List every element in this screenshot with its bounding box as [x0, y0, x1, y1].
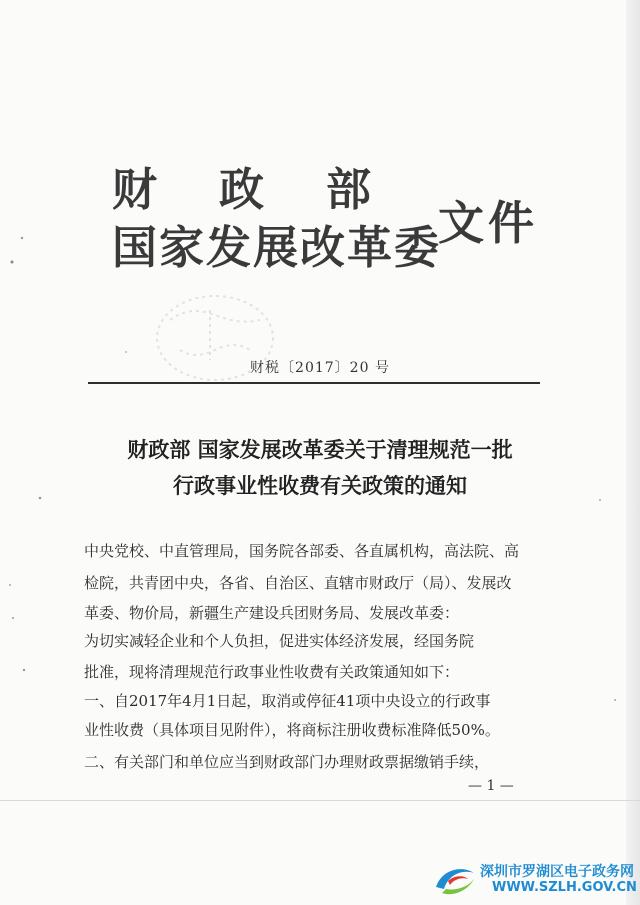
site-watermark: [430, 857, 640, 902]
header-divider-rule: [88, 382, 540, 384]
body-line: 检院，共青团中央，各省、自治区、直辖市财政厅（局）、发展改: [84, 574, 512, 592]
issuer-ministry-of-finance: 财政部: [112, 163, 434, 216]
document-type-label: 文件: [438, 196, 538, 250]
notice-title-line2: 行政事业性收费有关政策的通知: [173, 473, 467, 498]
watermark-url: WWW.SZLH.GOV.CN: [492, 880, 637, 895]
issuer-ndrc: 国家发展改革委: [112, 221, 442, 274]
body-line: 革委、物价局，新疆生产建设兵团财务局、发展改革委：: [84, 604, 460, 622]
body-line: 为切实减轻企业和个人负担，促进实体经济发展，经国务院: [84, 632, 475, 650]
swirl-logo-icon: [432, 859, 478, 899]
watermark-site-name: 深圳市罗湖区电子政务网: [480, 864, 634, 880]
notice-title-line1: 财政部 国家发展改革委关于清理规范一批: [127, 437, 513, 462]
body-line: 中央党校、中直管理局，国务院各部委、各直属机构，高法院、高: [84, 542, 520, 560]
scan-fold-line: [0, 800, 640, 801]
body-line: 业性收费（具体项目见附件），将商标注册收费标准降低50%。: [84, 721, 500, 739]
body-line: 二、有关部门和单位应当到财政部门办理财政票据缴销手续，: [84, 753, 490, 771]
body-line: 批准，现将清理规范行政事业性收费有关政策通知如下：: [84, 663, 460, 681]
body-line: 一、自2017年4月1日起，取消或停征41项中央设立的行政事: [84, 692, 491, 710]
document-number: 财税〔2017〕20 号: [250, 360, 390, 376]
page-number: — 1 —: [468, 778, 514, 794]
